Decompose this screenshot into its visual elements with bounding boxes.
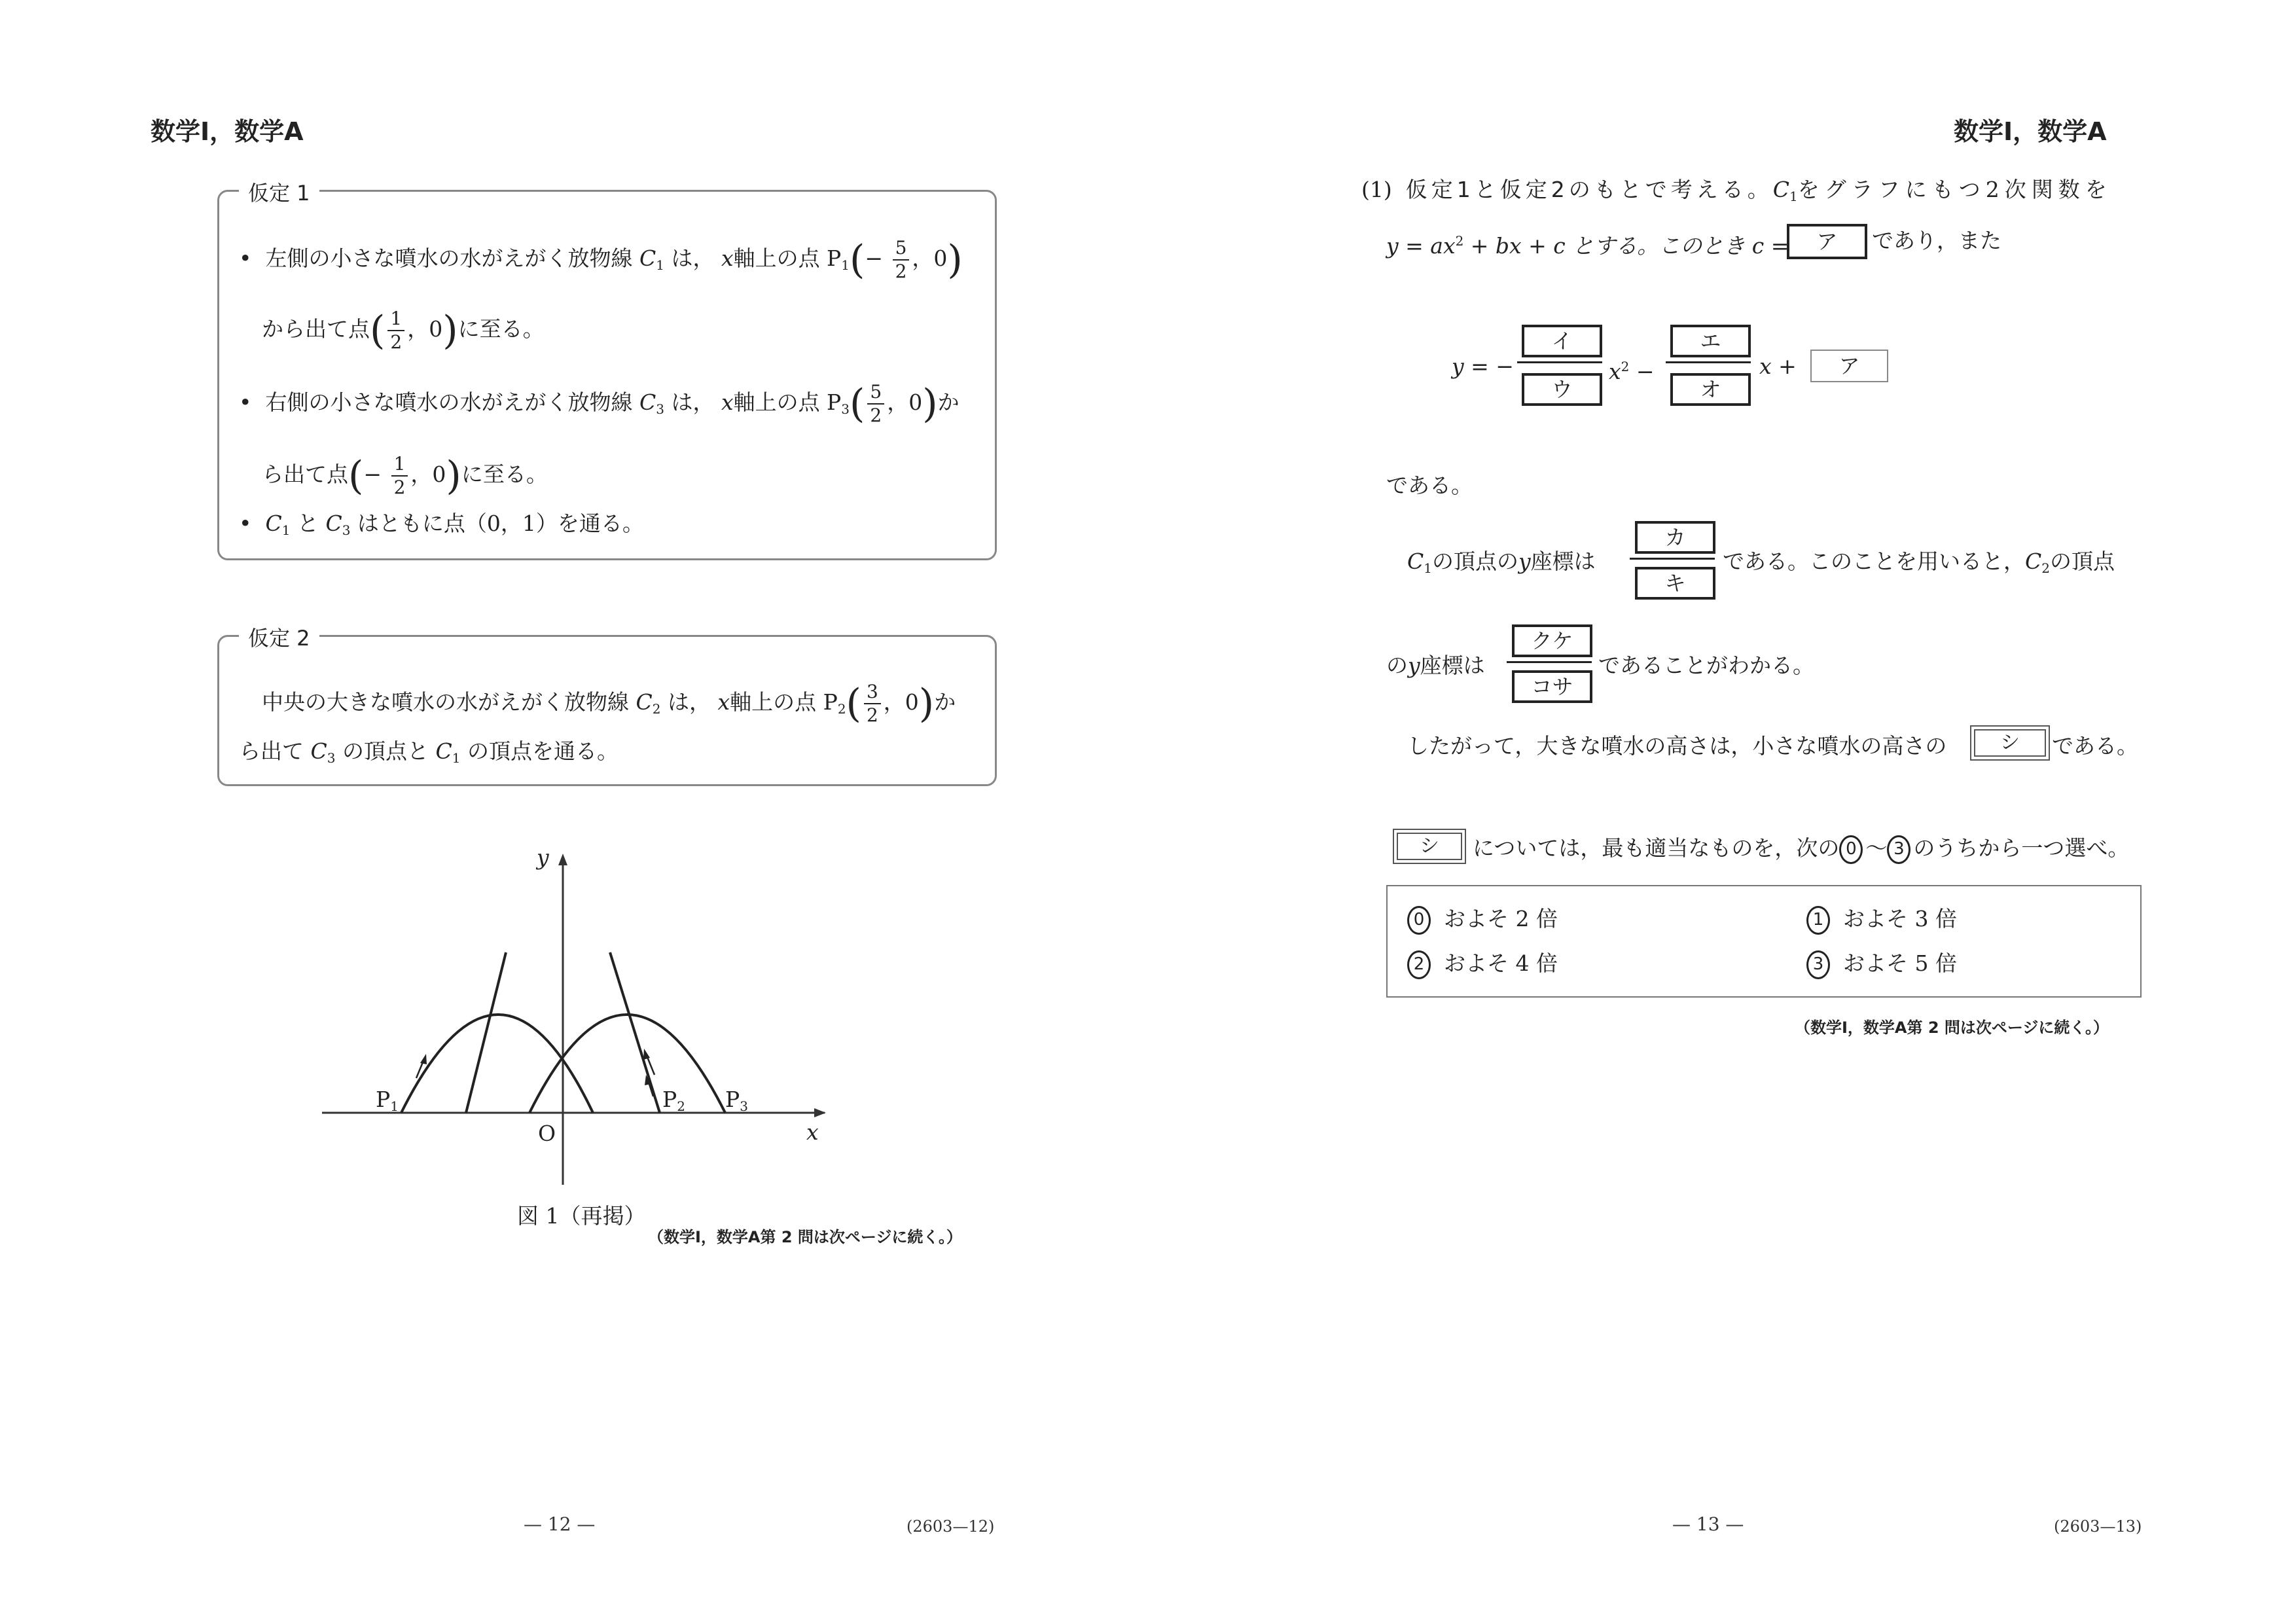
answer-box-ki[interactable]: キ (1635, 567, 1715, 600)
choice-3-icon: 3 (1806, 950, 1830, 979)
left-page-header: 数学Ⅰ，数学A (151, 117, 304, 146)
question-1-line-2b: であり，また (1872, 228, 2001, 253)
c2-vertex-text-b: であることがわかる。 (1598, 653, 1814, 678)
choice-0-icon: 0 (1407, 906, 1431, 935)
choice-1-icon: 1 (1806, 906, 1830, 935)
left-continue-note: （数学Ⅰ，数学A第 2 問は次ページに続く。） (648, 1228, 962, 1246)
assumption-1-bullet-3: • $C_1$ と $C_3$ はともに点（0，1）を通る。 (239, 511, 644, 538)
bullet-icon: • (239, 389, 252, 415)
bullet-icon: • (239, 245, 252, 271)
point-p1-label: $P_1$ (376, 1087, 399, 1114)
instruction-text: については，最も適当なものを，次の 0 〜 3 のうちから一つ選べ。 (1473, 835, 2129, 864)
conclusion-text-a: したがって，大きな噴水の高さは，小さな噴水の高さの (1407, 733, 1947, 759)
answer-box-u[interactable]: ウ (1522, 373, 1602, 406)
answer-box-shi[interactable]: シ (1970, 725, 2050, 761)
fraction-bar-iu (1517, 361, 1602, 363)
origin-label: O (538, 1121, 556, 1146)
answer-box-ka[interactable]: カ (1635, 521, 1715, 554)
y-axis-label: y (537, 844, 549, 870)
right-continue-note: （数学Ⅰ，数学A第 2 問は次ページに続く。） (1795, 1019, 2109, 1037)
assumption-2-label: 仮定 2 (239, 622, 319, 652)
question-1-line-1: (1) 仮定1と仮定2のもとで考える。$C_1$をグラフにもつ2次関数を (1361, 177, 2112, 204)
assumption-1-bullet-2: • 右側の小さな噴水の水がえがく放物線 $C_3$ は， x軸上の点 $P_3$( $\frac{5}{2}$ ，0)か (239, 381, 960, 427)
answer-box-o[interactable]: オ (1670, 373, 1751, 406)
parabola-c3 (529, 1015, 725, 1113)
c2-vertex-text-a: のy座標は (1386, 653, 1485, 678)
answer-box-e[interactable]: エ (1670, 325, 1751, 357)
equation-x-squared: $x^2$ − (1609, 359, 1655, 384)
y-axis-arrow-icon (558, 854, 567, 865)
assumption-1-bullet-1-cont: から出て点( $\frac{1}{2}$ ，0)に至る。 (262, 308, 545, 353)
left-page-code: (2603—12) (906, 1517, 995, 1536)
parabola-c1 (401, 1015, 593, 1113)
assumption-1-bullet-2-cont: ら出て点(− $\frac{1}{2}$ ，0)に至る。 (262, 453, 548, 499)
c1-vertex-text-a: $C_1$の頂点のy座標は (1407, 549, 1596, 576)
assumption-2-line-2: ら出て $C_3$ の頂点と $C_1$ の頂点を通る。 (239, 738, 619, 766)
arrow-p3-head-icon (643, 1049, 650, 1060)
choice-0-icon: 0 (1839, 835, 1863, 864)
choice-3-icon: 3 (1887, 835, 1910, 864)
equation-y-prefix: y = − (1452, 353, 1514, 379)
assumption-1-bullet-1: • 左側の小さな噴水の水がえがく放物線 $C_1$ は， x軸上の点 $P_1(-$ $\frac{5}{2}$ ，0) (239, 237, 963, 283)
answer-box-a[interactable]: ア (1787, 224, 1867, 259)
right-page-number: — 13 — (1672, 1513, 1744, 1535)
parabola-c2-right (610, 952, 660, 1113)
question-number: (1) (1361, 177, 1392, 202)
figure-caption: 図 1（再掲） (517, 1203, 646, 1229)
choices-box (1386, 885, 2142, 998)
assumption-1-label: 仮定 1 (239, 177, 319, 207)
assumption-2-line-1: 中央の大きな噴水の水がえがく放物線 $C_2$ は， x軸上の点 $P_2$( $\frac{3}{2}$ ，0)か (262, 681, 956, 727)
answer-box-kuke[interactable]: クケ (1512, 624, 1592, 657)
fraction-bar-eo (1666, 361, 1751, 363)
left-page-number: — 12 — (524, 1513, 596, 1535)
bullet-icon: • (239, 511, 252, 536)
fraction-bar-kaki (1630, 558, 1715, 560)
x-axis-label: x (806, 1119, 819, 1145)
question-1-line-2a: $y = ax^2$ + bx + c とする。このとき c = (1386, 233, 1789, 259)
equation-x-plus: x + (1759, 353, 1797, 379)
point-p2-label: $P_2$ (662, 1087, 685, 1114)
answer-box-kosa[interactable]: コサ (1512, 670, 1592, 703)
instruction-box-shi: シ (1393, 829, 1466, 864)
choice-3[interactable]: 3 およそ 5 倍 (1806, 950, 1957, 979)
choice-2[interactable]: 2 およそ 4 倍 (1407, 950, 1558, 979)
c1-vertex-text-b: である。このことを用いると，$C_2$の頂点 (1723, 549, 2115, 576)
choice-1[interactable]: 1 およそ 3 倍 (1806, 906, 1957, 935)
arrow-p1-head-icon (420, 1054, 427, 1064)
choice-0[interactable]: 0 およそ 2 倍 (1407, 906, 1558, 935)
answer-box-i[interactable]: イ (1522, 325, 1602, 357)
choice-2-icon: 2 (1407, 950, 1431, 979)
point-p3-label: $P_3$ (725, 1087, 748, 1114)
right-page-header: 数学Ⅰ，数学A (1954, 117, 2107, 146)
parabola-figure (314, 844, 838, 1198)
parabola-c2-left (466, 952, 506, 1113)
fraction-bar-kukekosa (1507, 661, 1592, 663)
dearu-text: である。 (1386, 473, 1473, 498)
right-page-code: (2603—13) (2054, 1517, 2142, 1536)
answer-box-a-repeat[interactable]: ア (1810, 350, 1888, 382)
conclusion-text-b: である。 (2052, 733, 2138, 759)
x-axis-arrow-icon (814, 1108, 826, 1117)
